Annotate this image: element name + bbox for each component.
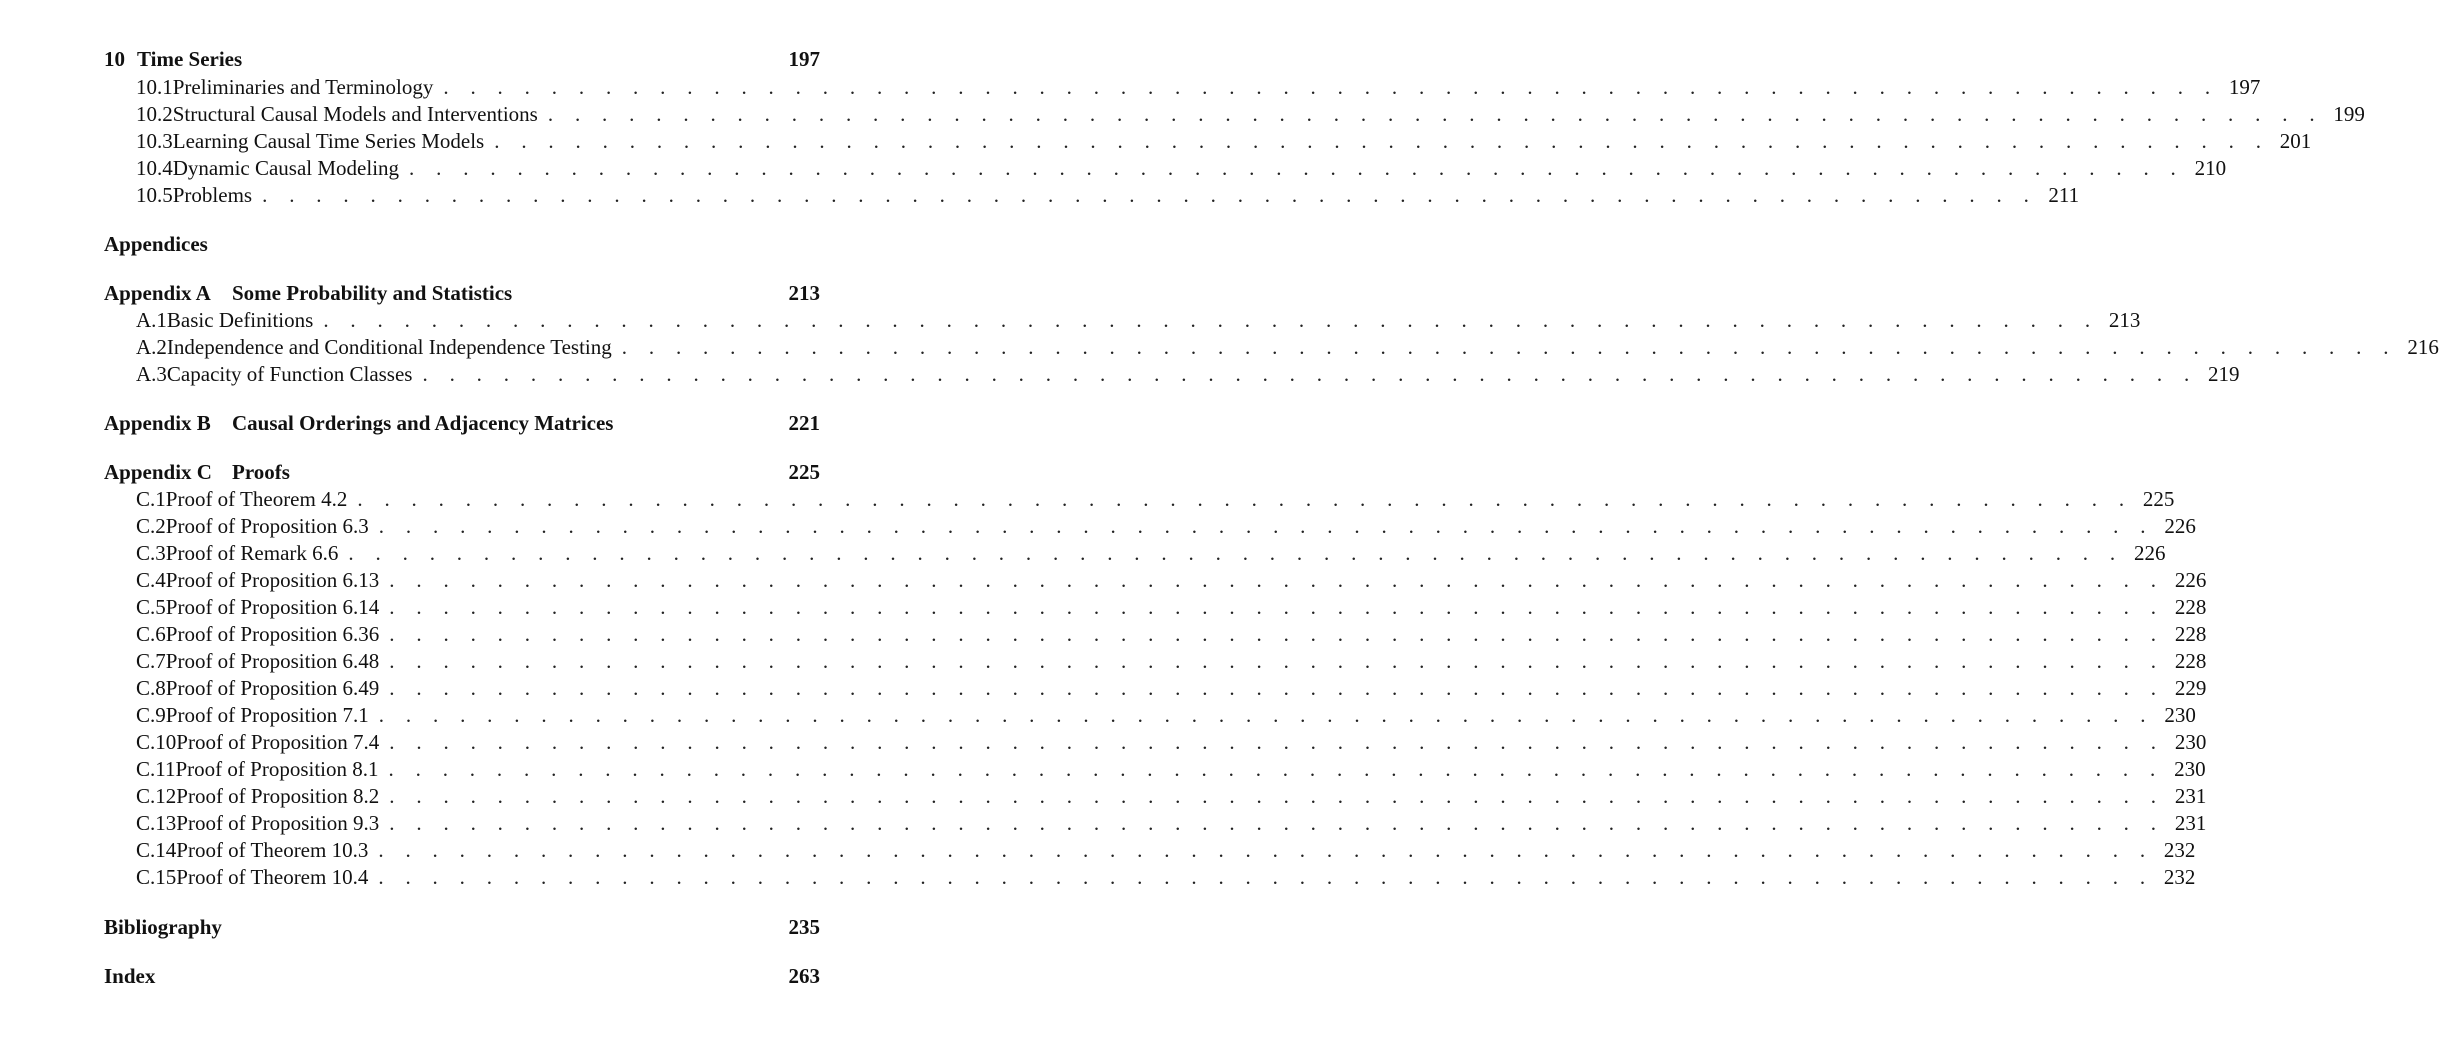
section-title: Proof of Proposition 8.1 — [175, 757, 379, 781]
section-title: Structural Causal Models and Interventions — [172, 102, 538, 126]
dot-leader: . . . . . . . . . . . . . . . . . . . . . . . . . . . . . . . . . . . . . . . . . . . . . . . . . . . . . . . . . . . . . . . . . . — [547, 102, 2323, 126]
toc-section-10-3[interactable] — [136, 128, 2312, 155]
toc-appendix-b[interactable] — [104, 410, 820, 437]
section-title: Proof of Remark 6.6 — [165, 541, 339, 565]
page-number: 263 — [788, 964, 820, 988]
page-number: 199 — [2333, 102, 2365, 126]
section-title: Preliminaries and Terminology — [172, 75, 434, 99]
section-number: 10.1 — [136, 75, 173, 99]
appendices-heading: Appendices — [104, 232, 208, 256]
appendix-title: Causal Orderings and Adjacency Matrices — [232, 411, 614, 435]
section-number: 10.4 — [136, 156, 173, 180]
toc-section-c-2[interactable] — [136, 513, 2196, 540]
dot-leader: . . . . . . . . . . . . . . . . . . . . . . . . . . . . . . . . . . . . . . . . . . . . . . . . . . . . . . . . . . . . . . . . . . — [262, 183, 2038, 207]
toc-section-10-4[interactable] — [136, 155, 2227, 182]
section-title: Proof of Proposition 6.48 — [165, 649, 380, 673]
page-number: 213 — [788, 281, 820, 305]
toc-section-c-6[interactable] — [136, 621, 2207, 648]
section-title: Proof of Proposition 9.3 — [176, 811, 380, 835]
section-number: C.8 — [136, 676, 166, 700]
toc-appendix-a[interactable] — [104, 280, 820, 307]
section-title: Proof of Proposition 6.3 — [165, 514, 369, 538]
section-number: A.1 — [136, 308, 167, 332]
section-number: A.3 — [136, 362, 167, 386]
toc-section-c-14[interactable] — [136, 837, 2196, 864]
section-title: Proof of Theorem 10.3 — [176, 838, 369, 862]
section-title: Proof of Proposition 7.4 — [176, 730, 380, 754]
dot-leader: . . . . . . . . . . . . . . . . . . . . . . . . . . . . . . . . . . . . . . . . . . . . . . . . . . . . . . . . . . . . . . . . . . — [389, 595, 2165, 619]
toc-section-a-1[interactable] — [136, 307, 2141, 334]
page-number: 210 — [2194, 156, 2227, 180]
section-number: C.12 — [136, 784, 177, 808]
toc-section-c-5[interactable] — [136, 594, 2207, 621]
section-title: Capacity of Function Classes — [166, 362, 413, 386]
toc-appendix-c[interactable] — [104, 459, 820, 486]
dot-leader: . . . . . . . . . . . . . . . . . . . . . . . . . . . . . . . . . . . . . . . . . . . . . . . . . . . . . . . . . . . . . . . . . . — [388, 757, 2164, 781]
section-title: Proof of Theorem 10.4 — [176, 865, 369, 889]
toc-section-a-3[interactable] — [136, 361, 2240, 388]
toc-section-c-12[interactable] — [136, 783, 2207, 810]
page-number: 197 — [788, 47, 820, 71]
dot-leader: . . . . . . . . . . . . . . . . . . . . . . . . . . . . . . . . . . . . . . . . . . . . . . . . . . . . . . . . . . . . . . . . . . — [389, 649, 2165, 673]
page-number: 211 — [2048, 183, 2080, 207]
dot-leader: . . . . . . . . . . . . . . . . . . . . . . . . . . . . . . . . . . . . . . . . . . . . . . . . . . . . . . . . . . . . . . . . . . — [378, 865, 2154, 889]
section-number: C.6 — [136, 622, 166, 646]
section-number: C.5 — [136, 595, 166, 619]
toc-section-10-1[interactable] — [136, 74, 2261, 101]
section-number: C.2 — [136, 514, 166, 538]
chapter-number: 10 — [104, 47, 125, 71]
page-number: 229 — [2174, 676, 2207, 700]
appendix-title: Proofs — [232, 460, 290, 484]
page-number: 230 — [2164, 703, 2196, 727]
section-title: Dynamic Causal Modeling — [172, 156, 400, 180]
dot-leader: . . . . . . . . . . . . . . . . . . . . . . . . . . . . . . . . . . . . . . . . . . . . . . . . . . . . . . . . . . . . . . . . . . — [378, 838, 2154, 862]
appendix-label: Appendix A — [104, 281, 211, 305]
page-number: 201 — [2279, 129, 2312, 153]
toc-section-c-7[interactable] — [136, 648, 2207, 675]
appendix-label: Appendix B — [104, 411, 211, 435]
section-title: Basic Definitions — [166, 308, 314, 332]
section-title: Independence and Conditional Independence Testing — [166, 335, 612, 359]
toc-index[interactable] — [104, 963, 820, 990]
page-number: 230 — [2174, 730, 2207, 754]
page-number: 232 — [2163, 838, 2196, 862]
dot-leader: . . . . . . . . . . . . . . . . . . . . . . . . . . . . . . . . . . . . . . . . . . . . . . . . . . . . . . . . . . . . . . . . . . — [389, 622, 2165, 646]
section-number: 10.3 — [136, 129, 173, 153]
section-number: C.14 — [136, 838, 177, 862]
page-number: 226 — [2164, 514, 2196, 538]
toc-section-c-10[interactable] — [136, 729, 2207, 756]
section-title: Proof of Proposition 8.2 — [176, 784, 380, 808]
toc-section-c-3[interactable] — [136, 540, 2166, 567]
index-title: Index — [104, 964, 156, 988]
page-number: 213 — [2108, 308, 2141, 332]
dot-leader: . . . . . . . . . . . . . . . . . . . . . . . . . . . . . . . . . . . . . . . . . . . . . . . . . . . . . . . . . . . . . . . . . . — [494, 129, 2270, 153]
toc-section-10-2[interactable] — [136, 101, 2365, 128]
section-number: C.10 — [136, 730, 177, 754]
dot-leader: . . . . . . . . . . . . . . . . . . . . . . . . . . . . . . . . . . . . . . . . . . . . . . . . . . . . . . . . . . . . . . . . . . — [357, 487, 2133, 511]
toc-chapter-10[interactable] — [104, 46, 820, 73]
page-number: 231 — [2174, 784, 2207, 808]
appendix-label: Appendix C — [104, 460, 212, 484]
section-number: C.15 — [136, 865, 177, 889]
dot-leader: . . . . . . . . . . . . . . . . . . . . . . . . . . . . . . . . . . . . . . . . . . . . . . . . . . . . . . . . . . . . . . . . . . — [422, 362, 2198, 386]
page-number: 228 — [2174, 595, 2207, 619]
page-number: 225 — [788, 460, 820, 484]
section-title: Proof of Proposition 6.13 — [165, 568, 380, 592]
section-title: Proof of Proposition 6.49 — [165, 676, 380, 700]
section-number: C.3 — [136, 541, 166, 565]
toc-section-c-4[interactable] — [136, 567, 2207, 594]
page-number: 197 — [2228, 75, 2261, 99]
section-number: 10.2 — [136, 102, 173, 126]
section-number: 10.5 — [136, 183, 173, 207]
section-number: C.1 — [136, 487, 166, 511]
dot-leader: . . . . . . . . . . . . . . . . . . . . . . . . . . . . . . . . . . . . . . . . . . . . . . . . . . . . . . . . . . . . . . . . . . — [348, 541, 2124, 565]
dot-leader: . . . . . . . . . . . . . . . . . . . . . . . . . . . . . . . . . . . . . . . . . . . . . . . . . . . . . . . . . . . . . . . . . . — [443, 75, 2219, 99]
page-number: 228 — [2174, 649, 2207, 673]
page-number: 225 — [2142, 487, 2175, 511]
page-number: 226 — [2174, 568, 2207, 592]
dot-leader: . . . . . . . . . . . . . . . . . . . . . . . . . . . . . . . . . . . . . . . . . . . . . . . . . . . . . . . . . . . . . . . . . . — [389, 730, 2165, 754]
page-number: 226 — [2133, 541, 2166, 565]
dot-leader: . . . . . . . . . . . . . . . . . . . . . . . . . . . . . . . . . . . . . . . . . . . . . . . . . . . . . . . . . . . . . . . . . . — [389, 811, 2165, 835]
page-number: 231 — [2174, 811, 2207, 835]
section-number: A.2 — [136, 335, 167, 359]
dot-leader: . . . . . . . . . . . . . . . . . . . . . . . . . . . . . . . . . . . . . . . . . . . . . . . . . . . . . . . . . . . . . . . . . . — [389, 568, 2165, 592]
toc-section-c-9[interactable] — [136, 702, 2196, 729]
section-number: C.4 — [136, 568, 166, 592]
page-number: 232 — [2163, 865, 2196, 889]
section-number: C.7 — [136, 649, 166, 673]
dot-leader: . . . . . . . . . . . . . . . . . . . . . . . . . . . . . . . . . . . . . . . . . . . . . . . . . . . . . . . . . . . . . . . . . . — [621, 335, 2397, 359]
page-number: 221 — [788, 411, 820, 435]
dot-leader: . . . . . . . . . . . . . . . . . . . . . . . . . . . . . . . . . . . . . . . . . . . . . . . . . . . . . . . . . . . . . . . . . . — [409, 156, 2185, 180]
toc-section-c-13[interactable] — [136, 810, 2207, 837]
dot-leader: . . . . . . . . . . . . . . . . . . . . . . . . . . . . . . . . . . . . . . . . . . . . . . . . . . . . . . . . . . . . . . . . . . — [389, 676, 2165, 700]
page-number: 230 — [2174, 757, 2206, 781]
page-number: 228 — [2174, 622, 2207, 646]
dot-leader: . . . . . . . . . . . . . . . . . . . . . . . . . . . . . . . . . . . . . . . . . . . . . . . . . . . . . . . . . . . . . . . . . . — [323, 308, 2099, 332]
toc-section-c-8[interactable] — [136, 675, 2207, 702]
section-title: Problems — [172, 183, 253, 207]
toc-section-10-5[interactable] — [136, 182, 2080, 209]
section-title: Proof of Proposition 6.14 — [165, 595, 380, 619]
section-number: C.9 — [136, 703, 166, 727]
toc-section-c-1[interactable] — [136, 486, 2175, 513]
section-number: C.13 — [136, 811, 177, 835]
section-title: Learning Causal Time Series Models — [172, 129, 485, 153]
section-number: C.11 — [136, 757, 176, 781]
page-number: 219 — [2208, 362, 2240, 386]
dot-leader: . . . . . . . . . . . . . . . . . . . . . . . . . . . . . . . . . . . . . . . . . . . . . . . . . . . . . . . . . . . . . . . . . . — [378, 703, 2154, 727]
section-title: Proof of Proposition 6.36 — [165, 622, 380, 646]
toc-section-c-15[interactable] — [136, 864, 2196, 891]
toc-bibliography[interactable] — [104, 914, 820, 941]
bibliography-title: Bibliography — [104, 915, 222, 939]
dot-leader: . . . . . . . . . . . . . . . . . . . . . . . . . . . . . . . . . . . . . . . . . . . . . . . . . . . . . . . . . . . . . . . . . . — [389, 784, 2165, 808]
dot-leader: . . . . . . . . . . . . . . . . . . . . . . . . . . . . . . . . . . . . . . . . . . . . . . . . . . . . . . . . . . . . . . . . . . — [378, 514, 2154, 538]
toc-appendices-heading[interactable] — [104, 231, 820, 258]
section-title: Proof of Proposition 7.1 — [165, 703, 369, 727]
appendix-title: Some Probability and Statistics — [232, 281, 513, 305]
page-number: 216 — [2407, 335, 2439, 359]
chapter-title: Time Series — [137, 47, 243, 71]
toc-section-c-11[interactable] — [136, 756, 2206, 783]
toc-section-a-2[interactable] — [136, 334, 2439, 361]
page-number: 235 — [788, 915, 820, 939]
section-title: Proof of Theorem 4.2 — [165, 487, 348, 511]
